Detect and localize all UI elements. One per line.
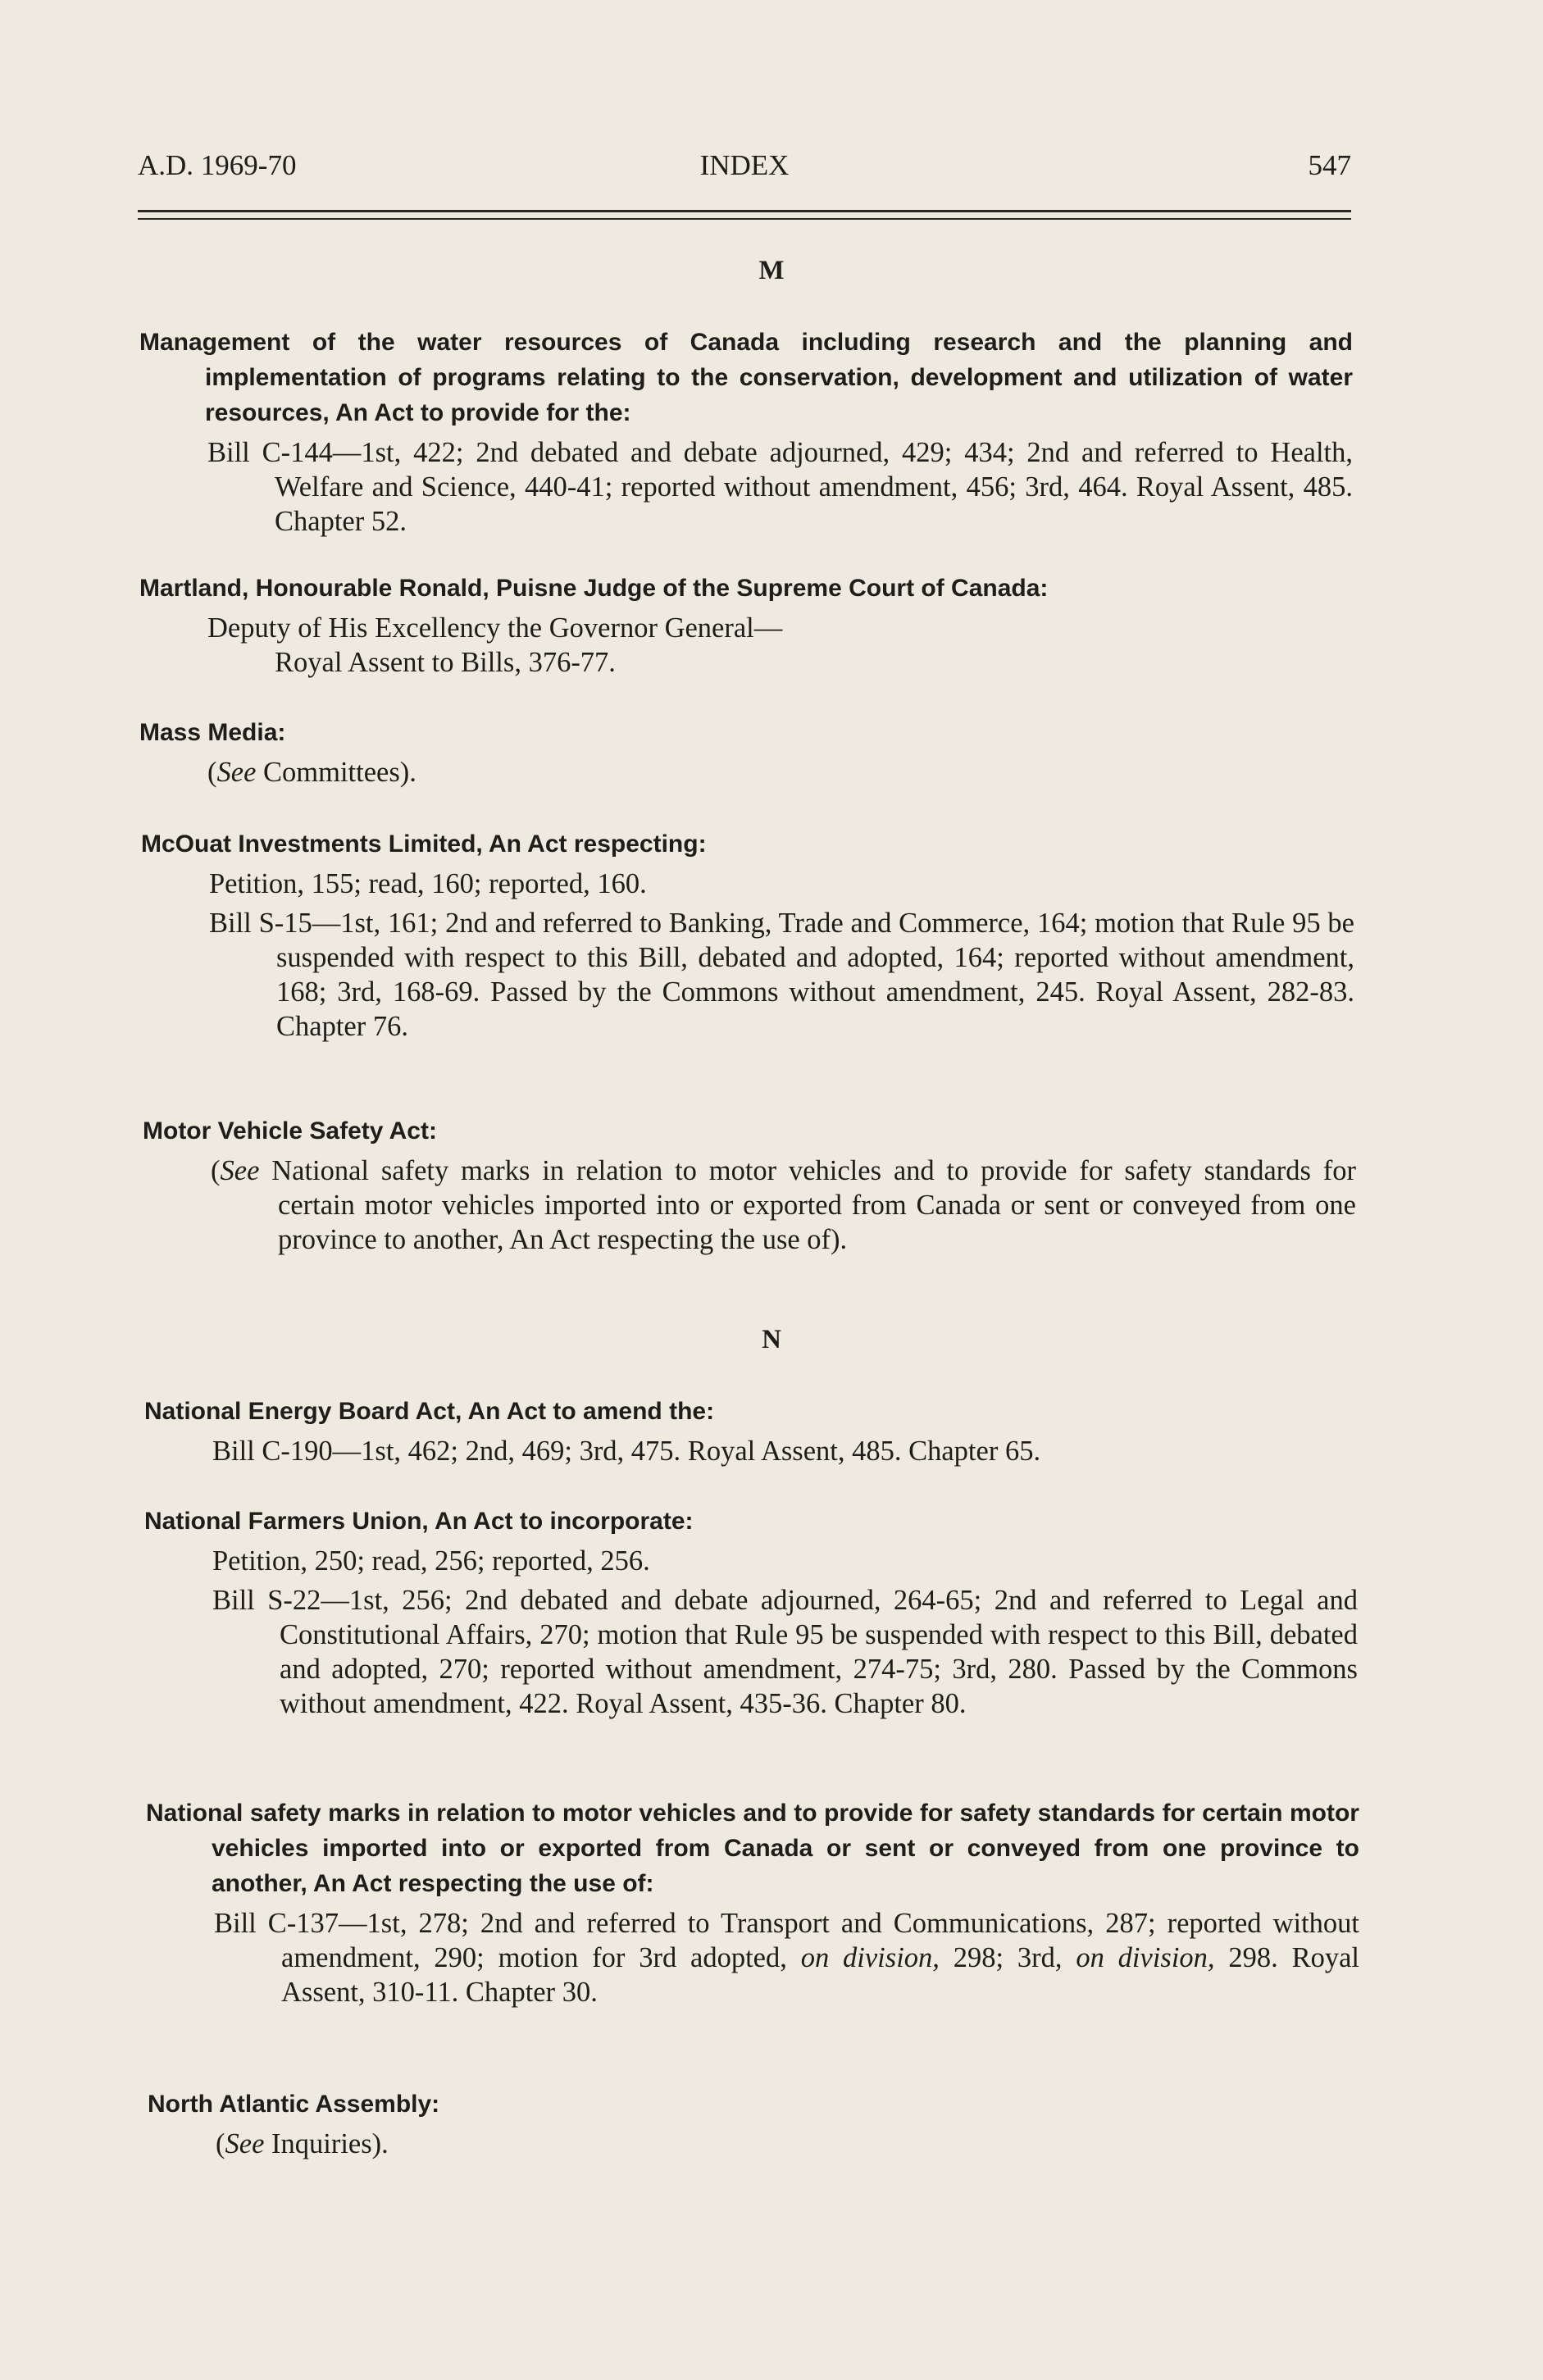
bill-italic: on division,	[1076, 1942, 1215, 1973]
header-rule-top	[138, 210, 1351, 212]
see-paren: (	[216, 2128, 225, 2159]
entry-bill: Bill S-15—1st, 161; 2nd and referred to Banking, Trade and Commerce, 164; motion that Rule 95 be suspended with respect to this Bill, debated and adopted, 164; reported without amendment, 168; 3rd, 168-69. Passed by the Commons without amendment, 245. Royal Assent, 282-83. Chapter 76.	[209, 908, 1354, 1042]
see-paren: (	[207, 757, 217, 788]
see-word: See	[216, 757, 257, 788]
entry-martland	[139, 571, 1353, 680]
entry-heading: National Energy Board Act, An Act to amend the:	[144, 1398, 715, 1425]
header-year: A.D. 1969-70	[138, 149, 297, 181]
see-paren: (	[211, 1155, 221, 1186]
entry-petition: Petition, 155; read, 160; reported, 160.	[209, 868, 647, 899]
entry-motor-vehicle	[143, 1113, 1356, 1257]
entry-national-farmers	[144, 1504, 1358, 1721]
entry-heading: Mass Media:	[139, 719, 286, 746]
entry-see-reference	[148, 2127, 1361, 2161]
entry-bill: Bill C-144—1st, 422; 2nd debated and debate adjourned, 429; 434; 2nd and referred to Health, Welfare and Science, 440-41; reported without amendment, 456; 3rd, 464. Royal Assent, 485. Chapter 52.	[207, 437, 1353, 537]
entry-national-safety	[146, 1795, 1359, 2009]
entry-see-reference	[143, 1154, 1356, 1257]
entry-bill	[146, 1906, 1359, 2009]
entry-heading: Martland, Honourable Ronald, Puisne Judge of the Supreme Court of Canada:	[139, 575, 1049, 602]
entry-line: Deputy of His Excellency the Governor General—	[207, 612, 783, 644]
see-target: Inquiries).	[264, 2128, 389, 2159]
entry-bill: Bill C-190—1st, 462; 2nd, 469; 3rd, 475. Royal Assent, 485. Chapter 65.	[212, 1436, 1041, 1467]
entry-heading: McOuat Investments Limited, An Act respecting:	[141, 830, 707, 858]
running-header	[138, 149, 1351, 190]
header-title: INDEX	[699, 149, 790, 181]
entry-north-atlantic	[148, 2086, 1361, 2161]
entry-petition: Petition, 250; read, 256; reported, 256.	[212, 1545, 650, 1577]
bill-text: 298; 3rd,	[939, 1942, 1076, 1973]
entry-heading: North Atlantic Assembly:	[148, 2091, 440, 2118]
see-word: See	[225, 2128, 265, 2159]
entry-management	[139, 325, 1353, 539]
bill-italic: on division,	[800, 1942, 940, 1973]
section-letter-n: N	[762, 1325, 781, 1354]
entry-subline: Royal Assent to Bills, 376-77.	[275, 647, 616, 678]
section-letter-m: M	[758, 256, 785, 285]
entry-heading: National safety marks in relation to motor vehicles and to provide for safety standards for certain motor vehicles imported into or exported from Canada or sent or conveyed from one province to another, An Act respecting the use of:	[146, 1800, 1359, 1897]
entry-mass-media	[139, 715, 1353, 790]
entry-bill: Bill S-22—1st, 256; 2nd debated and debate adjourned, 264-65; 2nd and referred to Legal and Constitutional Affairs, 270; motion that Rule 95 be suspended with respect to this Bill, debated and adopted, 270; reported without amendment, 274-75; 3rd, 280. Passed by the Commons without amendment, 422. Royal Assent, 435-36. Chapter 80.	[212, 1585, 1358, 1719]
see-word: See	[220, 1155, 260, 1186]
see-target: Committees).	[256, 757, 416, 788]
entry-see-reference	[139, 755, 1353, 790]
bill-text: 298. Royal Assent, 310-11. Chapter 30.	[281, 1942, 1359, 2008]
entry-heading: Management of the water resources of Canada including research and the planning and implementation of programs relating to the conservation, development and utilization of water resources, An Act to provide for the:	[139, 329, 1353, 426]
entry-national-energy	[144, 1394, 1358, 1468]
entry-heading: National Farmers Union, An Act to incorporate:	[144, 1508, 694, 1535]
page-number: 547	[1308, 149, 1351, 181]
entry-heading: Motor Vehicle Safety Act:	[143, 1117, 437, 1144]
header-rule-bottom	[138, 218, 1351, 220]
bill-text: Bill C-137—1st, 278; 2nd and referred to Transport and Communications, 287; reported without amendment, 290; motion for 3rd adopted,	[214, 1908, 1359, 1973]
entry-mcouat	[141, 826, 1354, 1044]
see-target: National safety marks in relation to motor vehicles and to provide for safety standards for certain motor vehicles imported into or exported from Canada or sent or conveyed from one province to another, An Act respecting the use of).	[259, 1155, 1356, 1255]
